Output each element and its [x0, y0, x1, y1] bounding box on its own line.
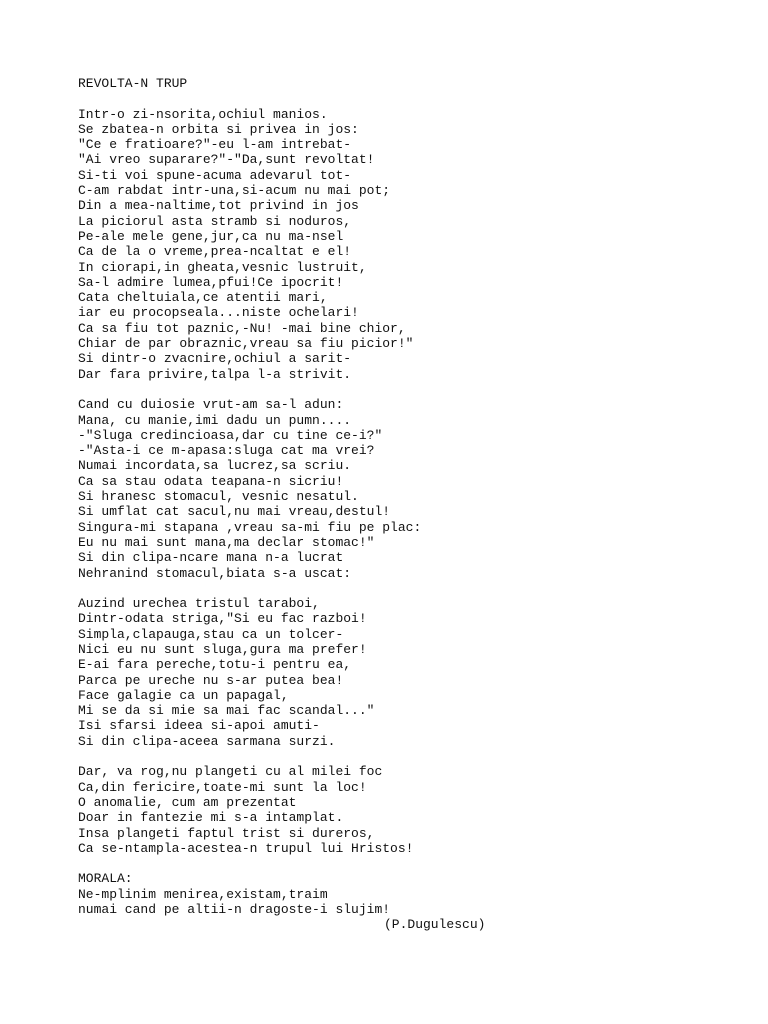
- poem-line: Cata cheltuiala,ce atentii mari,: [78, 290, 328, 306]
- poem-line: Ca sa stau odata teapana-n sicriu!: [78, 473, 344, 489]
- author-signature: (P.Dugulescu): [384, 917, 486, 933]
- poem-line: Intr-o zi-nsorita,ochiul manios.: [78, 106, 328, 122]
- document-page: [78, 76, 738, 933]
- poem-line: Auzind urechea tristul taraboi,: [78, 596, 320, 612]
- poem-title: REVOLTA-N TRUP: [78, 76, 188, 91]
- poem-line: Singura-mi stapana ,vreau sa-mi fiu pe plac:: [78, 519, 422, 535]
- poem-line: In ciorapi,in gheata,vesnic lustruit,: [78, 259, 367, 275]
- poem-line: -"Asta-i ce m-apasa:sluga cat ma vrei?: [78, 443, 375, 459]
- poem-line: Din a mea-naltime,tot privind in jos: [78, 198, 359, 214]
- poem-line: Ca de la o vreme,prea-ncaltat e el!: [78, 244, 352, 260]
- poem-body: [78, 107, 738, 857]
- morala-block: [78, 871, 738, 932]
- poem-line: Si hranesc stomacul, vesnic nesatul.: [78, 489, 359, 505]
- poem-line: Cand cu duiosie vrut-am sa-l adun:: [78, 397, 344, 413]
- poem-line: Mana, cu manie,imi dadu un pumn....: [78, 412, 352, 428]
- poem-line: Nici eu nu sunt sluga,gura ma prefer!: [78, 641, 367, 657]
- poem-line: Pe-ale mele gene,jur,ca nu ma-nsel: [78, 228, 344, 244]
- poem-line: Si din clipa-aceea sarmana surzi.: [78, 733, 336, 749]
- poem-line: O anomalie, cum am prezentat: [78, 794, 297, 810]
- poem-line: Simpla,clapauga,stau ca un tolcer-: [78, 626, 344, 642]
- poem-line: C-am rabdat intr-una,si-acum nu mai pot;: [78, 183, 391, 199]
- poem-line: Si umflat cat sacul,nu mai vreau,destul!: [78, 504, 391, 520]
- poem-line: iar eu procopseala...niste ochelari!: [78, 305, 359, 321]
- poem-line: Dar, va rog,nu plangeti cu al milei foc: [78, 764, 383, 780]
- poem-line: Eu nu mai sunt mana,ma declar stomac!": [78, 534, 375, 550]
- poem-stanza: [78, 596, 738, 749]
- poem-line: Sa-l admire lumea,pfui!Ce ipocrit!: [78, 274, 344, 290]
- poem-line: Ca,din fericire,toate-mi sunt la loc!: [78, 779, 367, 795]
- poem-line: E-ai fara pereche,totu-i pentru ea,: [78, 657, 352, 673]
- poem-line: Si dintr-o zvacnire,ochiul a sarit-: [78, 351, 352, 367]
- poem-stanza: [78, 397, 738, 581]
- poem-line: "Ai vreo suparare?"-"Da,sunt revoltat!: [78, 152, 375, 168]
- poem-stanza: [78, 764, 738, 856]
- poem-line: Dintr-odata striga,"Si eu fac razboi!: [78, 611, 367, 627]
- poem-line: Si din clipa-ncare mana n-a lucrat: [78, 550, 344, 566]
- poem-line: La piciorul asta stramb si noduros,: [78, 213, 352, 229]
- poem-line: Isi sfarsi ideea si-apoi amuti-: [78, 718, 320, 734]
- morala-line: Ne-mplinim menirea,existam,traim: [78, 886, 328, 902]
- morala-heading: MORALA:: [78, 871, 133, 887]
- poem-line: Chiar de par obraznic,vreau sa fiu picior!": [78, 336, 414, 352]
- poem-line: -"Sluga credincioasa,dar cu tine ce-i?": [78, 427, 383, 443]
- poem-line: Insa plangeti faptul trist si dureros,: [78, 825, 375, 841]
- poem-line: Se zbatea-n orbita si privea in jos:: [78, 121, 359, 137]
- poem-line: Parca pe ureche nu s-ar putea bea!: [78, 672, 344, 688]
- poem-line: Numai incordata,sa lucrez,sa scriu.: [78, 458, 352, 474]
- morala-line: numai cand pe altii-n dragoste-i slujim!: [78, 902, 391, 918]
- poem-stanza: [78, 107, 738, 382]
- poem-line: Nehranind stomacul,biata s-a uscat:: [78, 565, 352, 581]
- poem-line: Face galagie ca un papagal,: [78, 687, 289, 703]
- poem-line: Dar fara privire,talpa l-a strivit.: [78, 366, 352, 382]
- poem-line: Doar in fantezie mi s-a intamplat.: [78, 810, 344, 826]
- poem-line: Ca sa fiu tot paznic,-Nu! -mai bine chior,: [78, 320, 406, 336]
- poem-line: Si-ti voi spune-acuma adevarul tot-: [78, 167, 352, 183]
- poem-line: Mi se da si mie sa mai fac scandal...": [78, 703, 375, 719]
- poem-line: "Ce e fratioare?"-eu l-am intrebat-: [78, 137, 352, 153]
- poem-line: Ca se-ntampla-acestea-n trupul lui Hristos!: [78, 840, 414, 856]
